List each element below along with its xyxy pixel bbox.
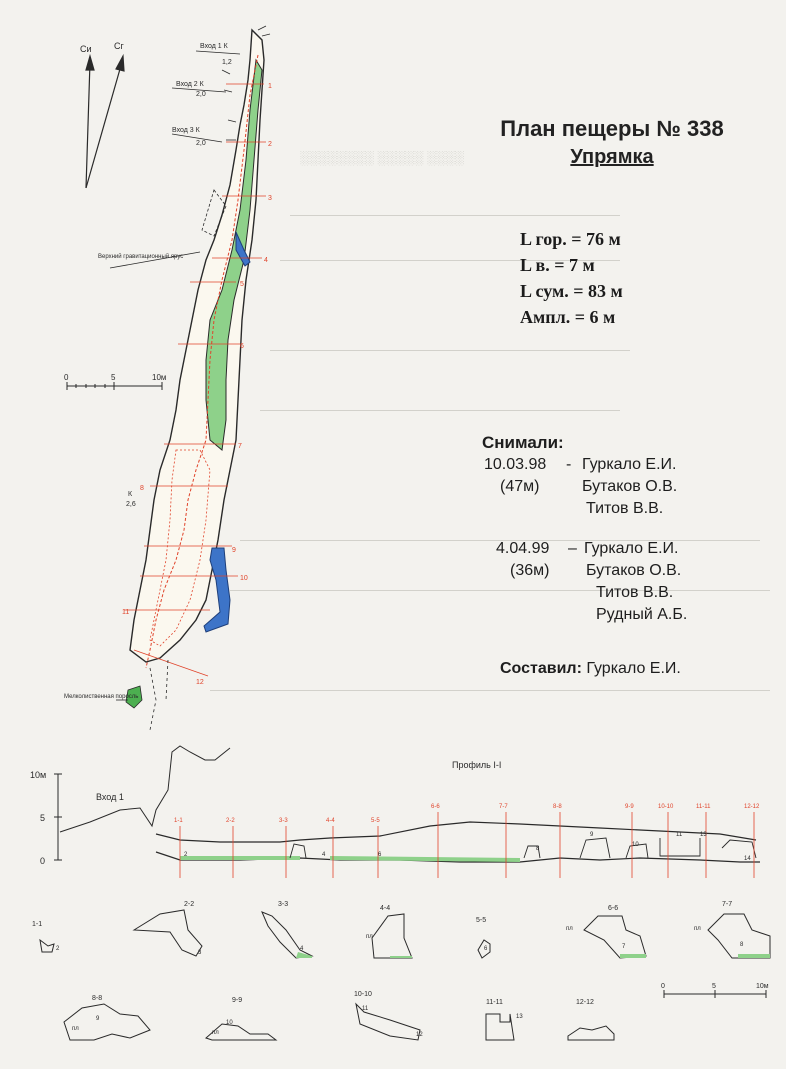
section-scale-bar	[664, 990, 766, 998]
profile-point: 13	[700, 832, 707, 838]
profile-section-label: 4-4	[326, 818, 335, 824]
entrance-2-value: 2,0	[196, 91, 206, 98]
plan-station: 11	[122, 609, 130, 616]
profile-point: 14	[744, 856, 751, 862]
survey-session-1-row-2	[482, 476, 678, 498]
profile-section-label: 7-7	[499, 804, 508, 810]
session-date: 4.04.99	[496, 540, 550, 557]
survey-session-2	[482, 538, 679, 560]
plan-station: 10	[240, 575, 248, 582]
profile-section-label: 11-11	[696, 804, 711, 810]
plan-scale-bar	[67, 382, 162, 390]
session-person: Рудный А.Б.	[596, 606, 688, 623]
plan-station: 3	[268, 195, 272, 202]
session-dash: -	[566, 456, 572, 473]
session-person: Бутаков О.В.	[586, 562, 682, 579]
profile-point: 8	[536, 846, 540, 852]
compiled-name: Гуркало Е.И.	[586, 660, 681, 677]
section-7-7	[708, 914, 770, 958]
profile-section-label: 12-12	[744, 804, 760, 810]
survey-session-2-row-2	[482, 560, 682, 582]
session-person: Титов В.В.	[586, 500, 664, 517]
profile-boulders	[290, 838, 756, 858]
entrance-3-label: Вход 3 К	[172, 127, 200, 134]
profile-section-label: 3-3	[279, 818, 288, 824]
profile-entrance-label: Вход 1	[96, 792, 124, 802]
entrance-2-label: Вход 2 К	[176, 81, 204, 88]
session-person: Бутаков О.В.	[582, 478, 678, 495]
section-3-3	[262, 912, 312, 958]
section-number: 7	[622, 944, 626, 950]
section-8-8	[64, 1004, 150, 1040]
profile-axis	[54, 774, 62, 860]
section-label: 3-3	[278, 901, 289, 908]
profile-point: 9	[590, 832, 594, 838]
survey-session-1-row-3	[482, 498, 664, 520]
compiled-by	[500, 660, 681, 678]
profile-title: Профиль I-I	[452, 760, 502, 770]
section-label: 12-12	[576, 999, 594, 1006]
section-2-2	[134, 910, 202, 956]
stat-total-length: L сум. = 83 м	[520, 281, 623, 301]
magnetic-north-label: Сг	[114, 41, 124, 51]
section-number: 10	[226, 1020, 233, 1026]
profile-section-label: 1-1	[174, 818, 183, 824]
section-number: 3	[198, 950, 202, 956]
entrance-1-value: 1,2	[222, 59, 232, 66]
plan-station: 9	[232, 547, 236, 554]
north-arrow	[86, 56, 124, 188]
cross-sections-row-2	[64, 1004, 614, 1040]
plan-station: 1	[268, 83, 272, 90]
title-block	[462, 116, 762, 169]
stat-vertical-length: L в. = 7 м	[520, 255, 595, 275]
section-label: 10-10	[354, 991, 372, 998]
session-length: (36м)	[510, 562, 550, 579]
profile-axis-0: 0	[40, 856, 46, 866]
profile-section-label: 6-6	[431, 804, 440, 810]
plan-scale-5: 5	[111, 373, 116, 382]
profile-ceiling	[156, 822, 756, 842]
section-number: 8	[740, 942, 744, 948]
profile-section-label: 10-10	[658, 804, 674, 810]
plan-station: 5	[240, 281, 244, 288]
section-label: 5-5	[476, 917, 487, 924]
section-number: 9	[96, 1016, 100, 1022]
profile-point: 6	[378, 852, 382, 858]
section-pp: пл	[694, 926, 701, 932]
plan-scale-0: 0	[64, 373, 69, 382]
entrance-3-value: 2,0	[196, 140, 206, 147]
stat-amplitude: Ампл. = 6 м	[520, 307, 616, 327]
profile-point: 10	[632, 842, 639, 848]
section-number: 2	[56, 946, 60, 952]
section-scale-5: 5	[712, 983, 716, 990]
section-12-12	[568, 1026, 614, 1040]
stat-horizontal-length: L гор. = 76 м	[520, 229, 621, 249]
section-number: 6	[484, 946, 488, 952]
plan-station: 4	[264, 257, 268, 264]
session-length: (47м)	[500, 478, 540, 495]
surveyors-block	[482, 432, 688, 626]
cross-sections	[40, 910, 770, 958]
session-person: Гуркало Е.И.	[584, 540, 679, 557]
profile-axis-5: 5	[40, 813, 46, 823]
profile-section-label: 5-5	[371, 818, 380, 824]
section-label: 2-2	[184, 901, 195, 908]
plan-station: 7	[238, 443, 242, 450]
true-north-label: Си	[80, 44, 92, 54]
section-label: 6-6	[608, 905, 619, 912]
section-7-7-water	[738, 954, 770, 958]
profile-section-label: 8-8	[553, 804, 562, 810]
section-pp: пл	[566, 926, 573, 932]
section-pp: пл	[366, 934, 373, 940]
profile-point: 11	[676, 832, 683, 838]
section-label: 1-1	[32, 921, 43, 928]
section-pp: пл	[72, 1026, 79, 1032]
entrance-1-label: Вход 1 К	[200, 43, 228, 50]
plan-station: 6	[240, 343, 244, 350]
session-person: Гуркало Е.И.	[582, 456, 677, 473]
section-4-4-water	[390, 956, 412, 958]
k-bottom-value: 2,6	[126, 501, 136, 508]
session-date: 10.03.98	[484, 456, 547, 473]
section-label: 7-7	[722, 901, 733, 908]
plan-station: 2	[268, 141, 272, 148]
section-label: 8-8	[92, 995, 103, 1002]
section-label: 9-9	[232, 997, 243, 1004]
section-scale-0: 0	[661, 983, 665, 990]
profile-surface	[60, 746, 230, 832]
section-pp: пл	[212, 1030, 219, 1036]
session-dash: –	[568, 540, 577, 557]
section-6-6-water	[620, 954, 646, 958]
section-scale-10: 10м	[756, 983, 769, 990]
survey-session-2-row-3	[482, 582, 674, 604]
compiled-label: Составил:	[500, 660, 582, 677]
section-number: 13	[516, 1014, 523, 1020]
section-number: 11	[362, 1006, 369, 1012]
profile-point: 4	[322, 852, 326, 858]
section-11-11	[486, 1014, 514, 1040]
survey-session-1	[482, 454, 677, 476]
bleed-text: ░░░░░░░░ ░░░░░ ░░░░	[300, 150, 464, 165]
session-person: Титов В.В.	[596, 584, 674, 601]
map-title: План пещеры № 338	[500, 116, 724, 141]
section-number: 12	[416, 1032, 423, 1038]
section-4-4	[372, 914, 412, 958]
profile-section-label: 9-9	[625, 804, 634, 810]
section-label: 11-11	[486, 999, 503, 1006]
plan-scale-10: 10м	[152, 373, 167, 382]
plan-station: 8	[140, 485, 144, 492]
passage-continuation	[150, 660, 168, 730]
survey-session-2-row-4	[482, 604, 688, 626]
section-number: 4	[300, 946, 304, 952]
cave-stats	[520, 226, 623, 330]
profile-point: 2	[184, 852, 188, 858]
profile-axis-10: 10м	[30, 770, 47, 780]
profile-stream	[180, 856, 520, 862]
section-1-1	[40, 940, 54, 952]
upper-tier-label: Верхний гравитационный ярус	[98, 254, 184, 260]
vegetation-label: Мелколиственная поросль	[64, 694, 139, 700]
cave-name: Упрямка	[570, 146, 654, 168]
k-bottom-label: К	[128, 491, 133, 498]
profile-section-label: 2-2	[226, 818, 235, 824]
plan-station: 12	[196, 679, 204, 686]
section-6-6	[584, 916, 646, 958]
section-label: 4-4	[380, 905, 391, 912]
surveyors-heading: Снимали:	[482, 433, 564, 452]
